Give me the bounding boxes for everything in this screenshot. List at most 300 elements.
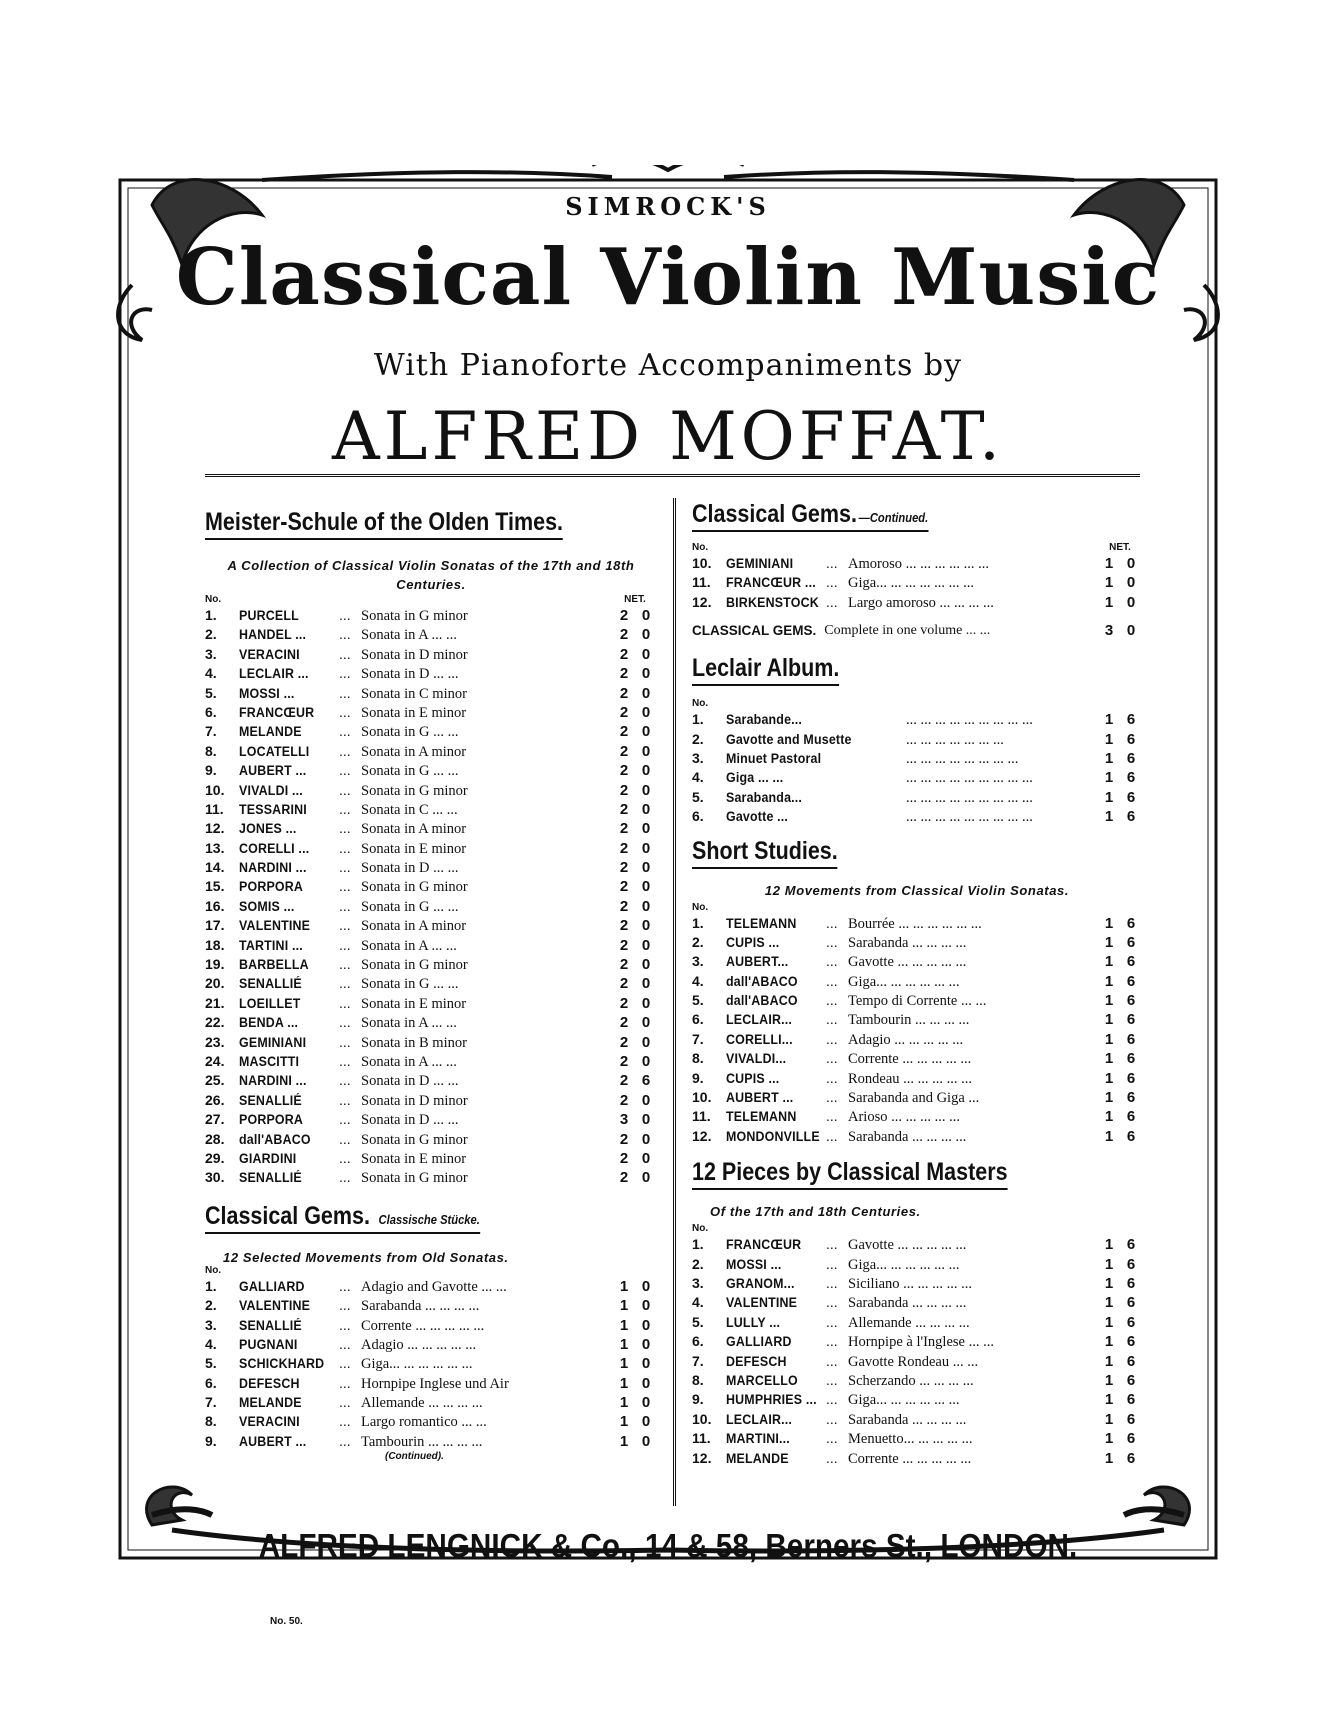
item-composer: LOCATELLI (239, 743, 310, 759)
item-composer: MARCELLO (726, 1372, 798, 1388)
meister-list (205, 606, 657, 1188)
item-composer: BENDA ... (239, 1015, 299, 1031)
item-dots: ... (826, 1391, 838, 1408)
leclair-list (692, 710, 1142, 826)
item-work: Sonata in A ... ... (361, 937, 457, 954)
item-dots: ... (339, 917, 351, 934)
item-dots: ... (339, 645, 351, 662)
item-work: Corrente ... ... ... ... ... (848, 1450, 972, 1467)
item-price-pence: 0 (641, 762, 651, 780)
item-number: 11. (692, 1108, 711, 1125)
item-composer: PURCELL (239, 608, 299, 623)
item-price-shillings: 1 (1104, 1108, 1114, 1126)
list-item (205, 1393, 657, 1412)
item-price-pence: 0 (641, 1316, 651, 1334)
item-price-pence: 0 (641, 994, 651, 1012)
item-dots: ... (339, 684, 351, 701)
item-work: Sonata in A ... ... (361, 1053, 457, 1070)
item-composer: PORPORA (239, 1112, 304, 1128)
item-price-shillings: 1 (1104, 1352, 1114, 1370)
item-dots: ... (339, 859, 351, 876)
item-price-shillings: 1 (619, 1316, 629, 1334)
item-dots: ... (339, 839, 351, 856)
list-item (205, 897, 657, 916)
item-composer: GALLIARD (239, 1278, 305, 1294)
item-work: Gavotte ... ... ... ... ... (848, 1237, 967, 1254)
item-price-shillings: 1 (1104, 711, 1114, 729)
list-item (692, 1049, 1142, 1068)
item-price-shillings: 2 (619, 839, 629, 857)
item-composer: JONES ... (239, 821, 297, 837)
item-price-pence: 6 (1126, 1371, 1136, 1389)
item-composer: dall'ABACO (239, 1131, 311, 1147)
continued-note: (Continued). (385, 1451, 444, 1463)
item-price-shillings: 1 (1104, 1371, 1114, 1389)
item-number: 2. (205, 1297, 217, 1314)
item-work: Allemande ... ... ... ... (848, 1314, 970, 1331)
page-title: Classical Violin Music (175, 232, 1161, 323)
item-work: Sonata in D ... ... (361, 1073, 459, 1090)
item-price-shillings: 1 (1104, 1050, 1114, 1068)
item-work: Sonata in D minor (361, 646, 468, 663)
list-item (205, 684, 657, 703)
item-work: Giga... ... ... ... ... ... (848, 1392, 960, 1409)
list-item (205, 606, 657, 625)
item-work: Giga... ... ... ... ... ... (361, 1356, 473, 1373)
item-dots: ... (339, 665, 351, 682)
list-item (205, 703, 657, 722)
item-number: 6. (205, 1374, 217, 1391)
item-price-shillings: 1 (1104, 1391, 1114, 1409)
item-price-shillings: 1 (1104, 1410, 1114, 1428)
item-work: Bourrée ... ... ... ... ... ... (848, 915, 982, 932)
list-item (205, 761, 657, 780)
classical-gems-complete-row (692, 618, 1142, 644)
item-number: 2. (692, 1255, 704, 1272)
list-item (205, 858, 657, 877)
item-work: Sarabanda ... ... ... ... (361, 1298, 480, 1315)
item-work: Siciliano ... ... ... ... ... (848, 1275, 973, 1292)
item-dots: ... (339, 723, 351, 740)
item-composer: MELANDE (239, 1395, 302, 1411)
item-composer: SOMIS ... (239, 898, 295, 914)
complete-price-pence: 0 (1126, 622, 1136, 640)
list-item (205, 1296, 657, 1315)
item-price-shillings: 2 (619, 607, 629, 624)
item-price-pence: 6 (1126, 788, 1136, 806)
item-composer: MELANDE (239, 724, 302, 740)
item-price-shillings: 1 (1104, 992, 1114, 1010)
item-price-shillings: 2 (619, 1091, 629, 1109)
item-number: 12. (692, 1127, 712, 1144)
item-composer: MASCITTI (239, 1053, 300, 1069)
item-price-shillings: 2 (619, 956, 629, 974)
item-composer: TARTINI ... (239, 937, 303, 953)
item-work: Sonata in G ... ... (361, 898, 459, 915)
item-number: 6. (692, 1011, 704, 1028)
item-price-shillings: 1 (1104, 1069, 1114, 1087)
item-number: 8. (692, 1371, 704, 1388)
item-number: 12. (692, 593, 712, 610)
item-price-pence: 6 (1126, 1352, 1136, 1370)
pieces-section-title: 12 Pieces by Classical Masters (692, 1158, 1008, 1190)
list-item (205, 1033, 657, 1052)
item-work: Gavotte ... ... ... ... ... (848, 954, 967, 971)
list-item (692, 1410, 1142, 1429)
item-work: ... ... ... ... ... ... ... (906, 731, 1004, 748)
item-dots: ... (339, 1111, 351, 1128)
item-composer: AUBERT ... (239, 763, 307, 779)
item-number: 1. (692, 711, 704, 728)
item-work: Adagio ... ... ... ... ... (361, 1336, 477, 1353)
item-composer: FRANCŒUR (239, 704, 315, 720)
item-price-pence: 6 (1126, 1430, 1136, 1448)
list-item (692, 933, 1142, 952)
item-price-pence: 6 (1126, 1089, 1136, 1107)
item-dots: ... (339, 820, 351, 837)
item-price-shillings: 1 (1104, 1255, 1114, 1273)
item-price-pence: 0 (641, 1374, 651, 1392)
item-number: 11. (692, 1430, 711, 1447)
item-price-shillings: 1 (619, 1432, 629, 1450)
item-number: 17. (205, 917, 225, 934)
item-composer: GEMINIANI (726, 556, 794, 571)
item-price-pence: 0 (641, 800, 651, 818)
item-work: Tambourin ... ... ... ... (361, 1433, 483, 1450)
item-work: Giga... ... ... ... ... ... (848, 1256, 960, 1273)
item-work: Arioso ... ... ... ... ... (848, 1109, 960, 1126)
list-item (205, 1149, 657, 1168)
item-composer: TELEMANN (726, 915, 797, 931)
item-number: 7. (205, 1394, 217, 1411)
item-number: 22. (205, 1014, 225, 1031)
column-no-label: No. (692, 1223, 709, 1235)
item-price-shillings: 2 (619, 781, 629, 799)
pieces-column-header (692, 1223, 1142, 1235)
item-price-pence: 0 (1126, 593, 1136, 611)
item-dots: ... (339, 1355, 351, 1372)
item-composer: PORPORA (239, 879, 304, 895)
item-composer: MOSSI ... (726, 1256, 782, 1272)
item-number: 5. (692, 1313, 704, 1330)
item-price-pence: 6 (1126, 1030, 1136, 1048)
list-item (692, 914, 1142, 933)
list-item (205, 1013, 657, 1032)
list-item (205, 955, 657, 974)
item-price-pence: 0 (641, 607, 651, 624)
list-item (692, 573, 1142, 592)
item-price-shillings: 2 (619, 800, 629, 818)
item-price-pence: 0 (641, 1111, 651, 1129)
item-price-pence: 0 (641, 1091, 651, 1109)
item-price-pence: 6 (1126, 711, 1136, 729)
item-dots: ... (826, 1089, 838, 1106)
column-net-label: NET. (624, 594, 646, 605)
item-composer: GALLIARD (726, 1334, 792, 1350)
list-item (205, 1052, 657, 1071)
item-dots: ... (339, 1091, 351, 1108)
item-price-pence: 6 (1126, 730, 1136, 748)
item-price-shillings: 2 (619, 626, 629, 644)
item-work: Sonata in G ... ... (361, 763, 459, 780)
gems-section-title (205, 1202, 480, 1234)
item-composer: DEFESCH (726, 1353, 787, 1369)
list-item (205, 1316, 657, 1335)
item-number: 2. (205, 626, 217, 643)
list-item (205, 800, 657, 819)
item-price-shillings: 2 (619, 665, 629, 683)
item-dots: ... (339, 1316, 351, 1333)
item-composer: FRANCŒUR ... (726, 575, 816, 591)
item-price-pence: 6 (1126, 972, 1136, 990)
item-work: Sonata in E minor (361, 1150, 467, 1167)
item-work: ... ... ... ... ... ... ... ... ... (906, 809, 1033, 826)
item-dots: ... (826, 1050, 838, 1067)
item-dots: ... (826, 914, 838, 931)
item-composer: VALENTINE (726, 1295, 798, 1311)
item-price-shillings: 1 (1104, 914, 1114, 932)
item-number: 1. (692, 1236, 704, 1253)
item-work: Sarabanda ... ... ... ... (848, 1295, 967, 1312)
item-composer: TELEMANN (726, 1109, 797, 1125)
item-price-shillings: 2 (619, 897, 629, 915)
list-item (205, 839, 657, 858)
list-item (205, 1091, 657, 1110)
item-price-pence: 6 (1126, 1294, 1136, 1312)
list-item (692, 1010, 1142, 1029)
item-price-pence: 0 (1126, 574, 1136, 592)
list-item (692, 554, 1142, 573)
item-work: Sonata in G minor (361, 1170, 468, 1187)
item-price-pence: 6 (1126, 1069, 1136, 1087)
item-price-shillings: 2 (619, 917, 629, 935)
list-item (692, 1352, 1142, 1371)
item-price-pence: 6 (1126, 1255, 1136, 1273)
item-dots: ... (339, 897, 351, 914)
item-composer: VERACINI (239, 1414, 300, 1430)
item-price-pence: 0 (641, 723, 651, 741)
item-work: Corrente ... ... ... ... ... (361, 1317, 485, 1334)
item-price-shillings: 2 (619, 936, 629, 954)
item-dots: ... (339, 1374, 351, 1391)
item-number: 7. (692, 1030, 704, 1047)
item-dots: ... (339, 1297, 351, 1314)
item-work: Sonata in A minor (361, 918, 467, 935)
right-column (692, 500, 1142, 1468)
item-dots: ... (826, 1236, 838, 1253)
item-composer: MONDONVILLE (726, 1128, 820, 1144)
item-price-pence: 0 (641, 1149, 651, 1167)
item-price-pence: 6 (1126, 1011, 1136, 1029)
item-dots: ... (339, 1413, 351, 1430)
item-price-shillings: 2 (619, 684, 629, 702)
item-price-pence: 0 (641, 626, 651, 644)
item-work: Hornpipe à l'Inglese ... ... (848, 1334, 994, 1351)
item-number: 13. (205, 839, 225, 856)
item-price-pence: 6 (1126, 1050, 1136, 1068)
list-item (692, 952, 1142, 971)
item-price-shillings: 1 (619, 1335, 629, 1353)
item-price-shillings: 1 (1104, 933, 1114, 951)
gems-title-text: Classical Gems. (205, 1201, 370, 1230)
item-work: Sonata in G ... ... (361, 976, 459, 993)
item-number: 3. (692, 749, 704, 766)
item-number: 3. (692, 1274, 704, 1291)
item-price-shillings: 1 (619, 1374, 629, 1392)
item-dots: ... (826, 1430, 838, 1447)
item-number: 9. (205, 762, 217, 779)
item-composer: LULLY ... (726, 1314, 781, 1330)
complete-text: Complete in one volume ... ... (824, 623, 991, 639)
item-price-shillings: 2 (619, 703, 629, 721)
list-item (205, 664, 657, 683)
item-price-pence: 0 (641, 1014, 651, 1032)
item-price-pence: 6 (1126, 1410, 1136, 1428)
item-price-pence: 0 (641, 975, 651, 993)
item-number: 15. (205, 878, 225, 895)
item-dots: ... (339, 994, 351, 1011)
item-dots: ... (826, 1069, 838, 1086)
item-number: 11. (692, 574, 711, 591)
item-dots: ... (826, 992, 838, 1009)
item-price-pence: 0 (641, 859, 651, 877)
list-item (205, 1354, 657, 1373)
item-number: 10. (692, 1410, 712, 1427)
item-price-shillings: 1 (1104, 808, 1114, 826)
item-price-pence: 0 (641, 1394, 651, 1412)
item-composer: dall'ABACO (726, 973, 798, 989)
item-title: Gavotte and Musette (726, 731, 852, 747)
item-composer: LOEILLET (239, 995, 301, 1011)
item-composer: LECLAIR... (726, 1012, 793, 1028)
list-item (692, 593, 1142, 612)
list-item (692, 1069, 1142, 1088)
list-item (692, 788, 1142, 807)
item-price-shillings: 1 (1104, 1274, 1114, 1292)
item-price-pence: 0 (641, 1432, 651, 1450)
item-composer: SENALLIÉ (239, 1170, 302, 1186)
left-column (205, 508, 657, 1463)
list-item (205, 625, 657, 644)
item-number: 4. (205, 665, 217, 682)
item-price-pence: 0 (641, 742, 651, 760)
item-work: Giga... ... ... ... ... ... (848, 973, 960, 990)
item-work: Sarabanda ... ... ... ... (848, 1411, 967, 1428)
item-number: 6. (692, 808, 704, 825)
item-number: 23. (205, 1033, 225, 1050)
item-price-pence: 6 (1126, 749, 1136, 767)
item-price-pence: 6 (1126, 769, 1136, 787)
studies-column-header (692, 902, 1142, 914)
item-work: Rondeau ... ... ... ... ... (848, 1070, 973, 1087)
item-composer: BIRKENSTOCK (726, 594, 819, 610)
item-work: ... ... ... ... ... ... ... ... (906, 750, 1019, 767)
item-dots: ... (339, 936, 351, 953)
item-price-shillings: 1 (1104, 769, 1114, 787)
item-number: 8. (205, 742, 217, 759)
item-number: 4. (692, 769, 704, 786)
item-price-pence: 6 (1126, 1449, 1136, 1467)
list-item (205, 877, 657, 896)
item-composer: CUPIS ... (726, 934, 780, 950)
item-work: Scherzando ... ... ... ... (848, 1372, 974, 1389)
item-work: Largo amoroso ... ... ... ... (848, 594, 994, 611)
column-no-label: No. (692, 698, 709, 710)
item-work: Sonata in A minor (361, 743, 467, 760)
item-number: 12. (692, 1449, 712, 1466)
gems-continued-suffix: —Continued. (858, 510, 929, 525)
item-dots: ... (339, 1277, 351, 1294)
item-price-shillings: 2 (619, 723, 629, 741)
list-item (205, 1168, 657, 1187)
item-work: Sonata in G minor (361, 879, 468, 896)
gems-list (205, 1277, 657, 1452)
item-price-pence: 0 (1126, 555, 1136, 572)
item-work: Corrente ... ... ... ... ... (848, 1051, 972, 1068)
item-dots: ... (339, 975, 351, 992)
list-item (205, 1335, 657, 1354)
list-item (205, 916, 657, 935)
item-composer: GEMINIANI (239, 1034, 307, 1050)
item-price-pence: 0 (641, 897, 651, 915)
item-price-pence: 6 (1126, 1274, 1136, 1292)
list-item (205, 1130, 657, 1149)
item-composer: LECLAIR... (726, 1411, 793, 1427)
complete-price-shillings: 3 (1104, 622, 1114, 640)
item-work: Hornpipe Inglese und Air (361, 1375, 509, 1392)
item-composer: VIVALDI... (726, 1051, 787, 1067)
item-price-shillings: 2 (619, 1052, 629, 1070)
item-title: Minuet Pastoral (726, 750, 822, 766)
item-price-pence: 0 (641, 1033, 651, 1051)
item-title: Gavotte ... (726, 809, 789, 825)
list-item (692, 807, 1142, 826)
arranger-name: ALFRED MOFFAT. (332, 398, 1004, 475)
item-price-pence: 6 (1126, 1333, 1136, 1351)
item-composer: AUBERT... (726, 954, 789, 970)
item-price-pence: 0 (641, 1413, 651, 1431)
item-price-pence: 6 (1126, 933, 1136, 951)
item-work: Sonata in A ... ... (361, 1015, 457, 1032)
item-price-pence: 0 (641, 665, 651, 683)
item-number: 10. (692, 555, 712, 571)
item-price-pence: 6 (1126, 1108, 1136, 1126)
item-work: Sarabanda ... ... ... ... (848, 1128, 967, 1145)
item-price-shillings: 1 (1104, 1011, 1114, 1029)
item-dots: ... (826, 1313, 838, 1330)
item-title: Sarabande... (726, 712, 803, 728)
item-number: 12. (205, 820, 225, 837)
list-item (205, 781, 657, 800)
item-dots: ... (826, 574, 838, 591)
list-item (692, 730, 1142, 749)
studies-section-subtitle: 12 Movements from Classical Violin Sonatas. (764, 882, 1070, 898)
item-number: 6. (692, 1333, 704, 1350)
item-number: 24. (205, 1052, 225, 1069)
item-dots: ... (826, 1449, 838, 1466)
item-price-shillings: 2 (619, 645, 629, 663)
list-item (205, 742, 657, 761)
list-item (205, 645, 657, 664)
item-price-shillings: 1 (1104, 555, 1114, 572)
item-number: 11. (205, 800, 224, 817)
item-price-shillings: 2 (619, 1033, 629, 1051)
item-composer: CUPIS ... (726, 1070, 780, 1086)
item-work: Sonata in C minor (361, 685, 467, 702)
item-price-pence: 6 (1126, 1236, 1136, 1254)
item-work: Sonata in G minor (361, 782, 468, 799)
item-dots: ... (826, 1011, 838, 1028)
